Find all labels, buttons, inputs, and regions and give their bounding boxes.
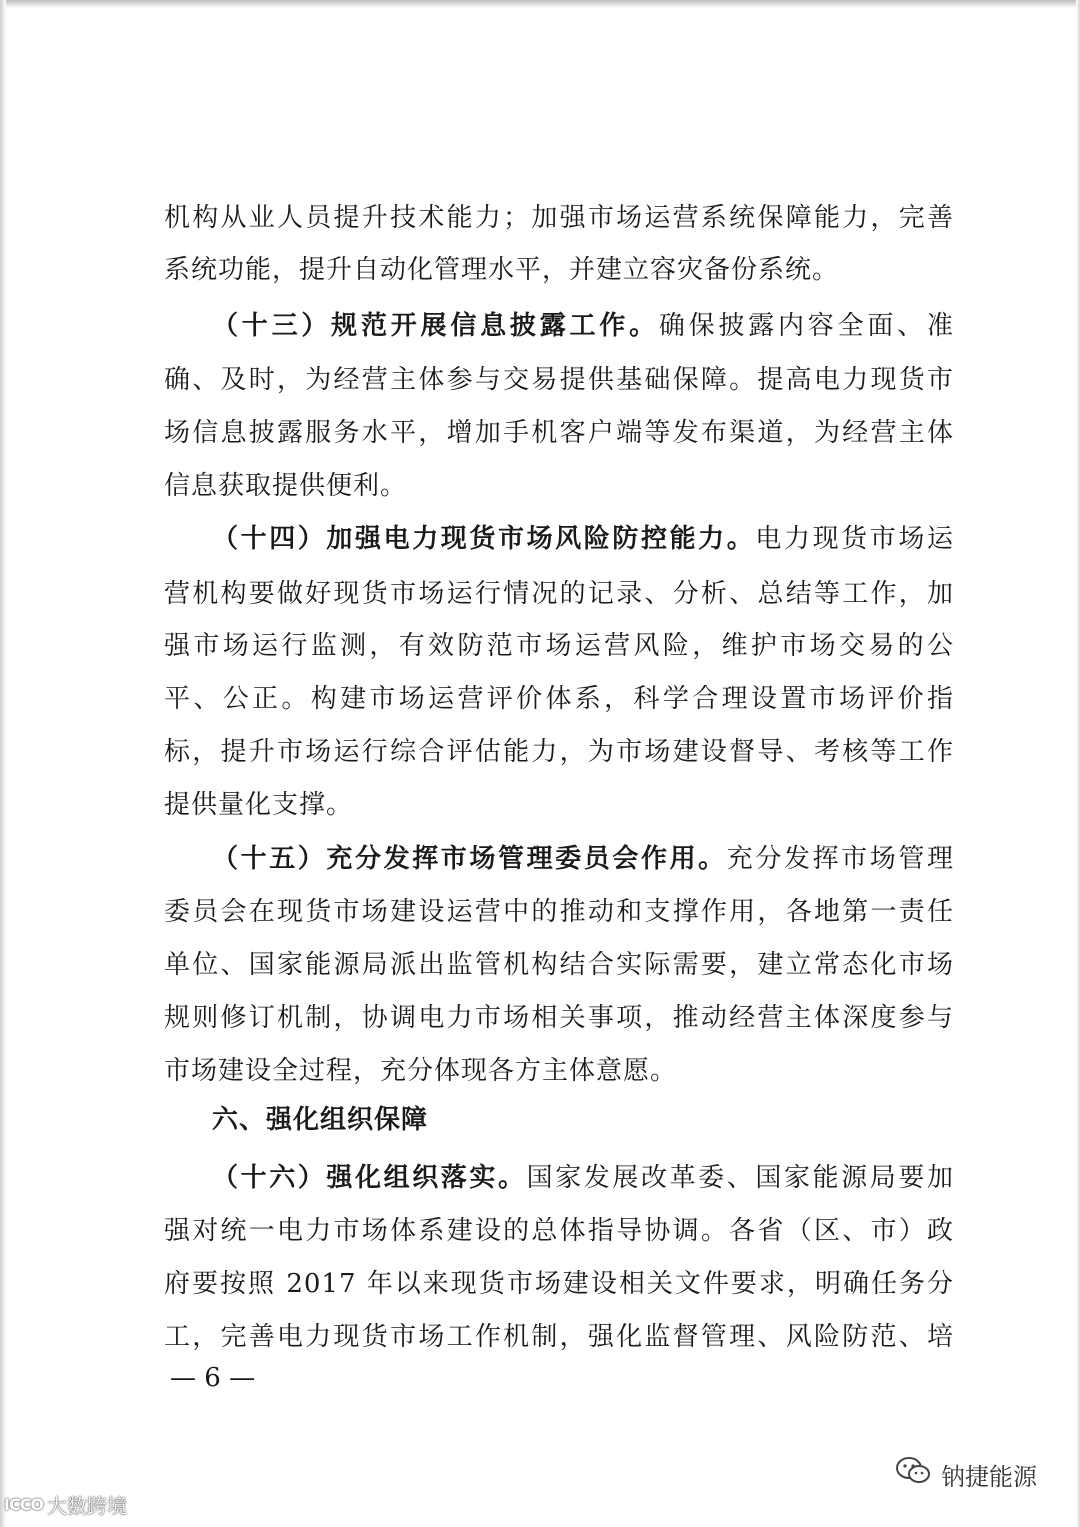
- text-segment: 充分发挥市场管理: [726, 844, 954, 874]
- paragraph-15-first-line: [212, 841, 954, 877]
- text-line: 机构从业人员提升技术能力；加强市场运营系统保障能力，完善: [164, 203, 954, 233]
- text-line: 确、及时，为经营主体参与交易提供基础保障。提高电力现货市: [164, 365, 954, 395]
- wechat-icon: [895, 1456, 931, 1492]
- text-line: 府要按照 2017 年以来现货市场建设相关文件要求，明确任务分: [164, 1269, 954, 1299]
- text-line: 信息获取提供便利。: [164, 471, 408, 501]
- scan-edge-top: [0, 0, 1080, 8]
- watermark-text: 大数跨境: [47, 1494, 128, 1518]
- paragraph-13-first-line: [212, 308, 954, 344]
- text-segment: 确保披露内容全面、准: [658, 311, 954, 341]
- text-line: 强市场运行监测，有效防范市场运营风险，维护市场交易的公: [164, 631, 954, 661]
- item-15-heading: （十五）充分发挥市场管理委员会作用。: [212, 844, 727, 874]
- scan-edge-right: [1076, 0, 1080, 1527]
- text-line: 标，提升市场运行综合评估能力，为市场建设督导、考核等工作: [164, 737, 954, 767]
- text-line: 工，完善电力现货市场工作机制，强化监督管理、风险防范、培: [164, 1322, 954, 1352]
- text-line: 单位、国家能源局派出监管机构结合实际需要，建立常态化市场: [164, 950, 954, 980]
- item-16-heading: （十六）强化组织落实。: [212, 1163, 527, 1193]
- section-heading: 六、强化组织保障: [212, 1105, 429, 1135]
- text-line: 委员会在现货市场建设运营中的推动和支撑作用，各地第一责任: [164, 897, 954, 927]
- scan-edge-left: [0, 0, 6, 1527]
- text-segment: 电力现货市场运: [755, 524, 954, 554]
- text-line: 强对统一电力市场体系建设的总体指导协调。各省（区、市）政: [164, 1216, 954, 1246]
- watermark-left: [4, 1490, 127, 1519]
- text-line: 提供量化支撑。: [164, 790, 354, 820]
- text-line: 营机构要做好现货市场运行情况的记录、分析、总结等工作，加: [164, 579, 954, 609]
- paragraph-16-first-line: [212, 1160, 954, 1196]
- text-line: 平、公正。构建市场运营评价体系，科学合理设置市场评价指: [164, 684, 954, 714]
- page-number: — 6 —: [170, 1363, 256, 1393]
- watermark-text: 钠捷能源: [941, 1462, 1037, 1491]
- watermark-logo: ICCO: [4, 1495, 44, 1514]
- paragraph-14-first-line: [212, 521, 954, 557]
- text-line: 系统功能，提升自动化管理水平，并建立容灾备份系统。: [164, 255, 840, 285]
- text-line: 市场建设全过程，充分体现各方主体意愿。: [164, 1056, 678, 1086]
- watermark-right: [895, 1456, 1037, 1492]
- item-14-heading: （十四）加强电力现货市场风险防控能力。: [212, 524, 756, 554]
- text-line: 场信息披露服务水平，增加手机客户端等发布渠道，为经营主体: [164, 418, 954, 448]
- text-line: 规则修订机制，协调电力市场相关事项，推动经营主体深度参与: [164, 1003, 954, 1033]
- item-13-heading: （十三）规范开展信息披露工作。: [212, 311, 659, 341]
- text-segment: 国家发展改革委、国家能源局要加: [526, 1163, 954, 1193]
